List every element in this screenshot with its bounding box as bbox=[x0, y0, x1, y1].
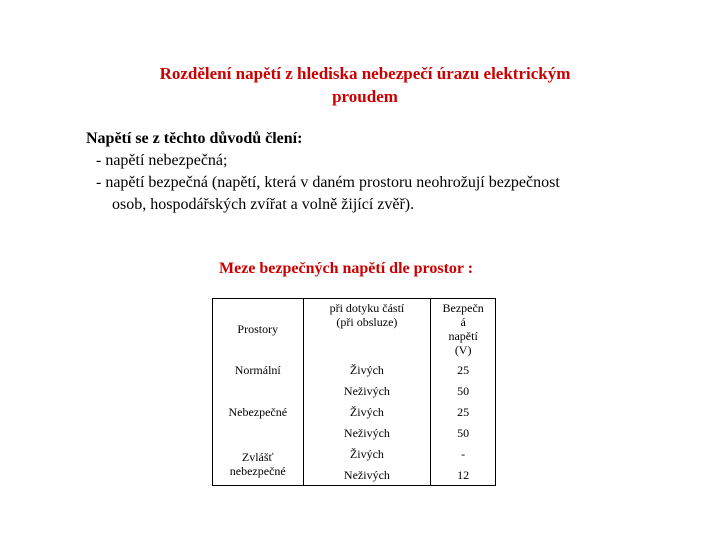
intro-bullet-dangerous: - napětí nebezpečná; bbox=[96, 152, 228, 169]
header-contact-line-2: (při obsluze) bbox=[336, 315, 398, 329]
space-cell bbox=[213, 443, 304, 486]
space-cell-line-1: Zvlášť bbox=[241, 450, 274, 464]
intro-lead: Napětí se z těchto důvodů člení: bbox=[86, 130, 303, 147]
space-cell: Nebezpečné bbox=[213, 401, 304, 422]
part-cell: Živých bbox=[303, 359, 431, 380]
voltage-cell: 50 bbox=[431, 380, 496, 401]
table-row bbox=[213, 422, 496, 443]
header-safe-voltage-line-3: napětí bbox=[448, 329, 478, 343]
slide-title bbox=[100, 62, 630, 108]
space-cell: Normální bbox=[213, 359, 304, 380]
table-row bbox=[213, 443, 496, 464]
space-cell-line-2: nebezpečné bbox=[229, 464, 286, 478]
part-cell: Živých bbox=[303, 401, 431, 422]
part-cell: Živých bbox=[303, 443, 431, 464]
header-contact-line-1: při dotyku částí bbox=[329, 301, 405, 315]
table-row bbox=[213, 359, 496, 380]
slide-title-line-2: proudem bbox=[332, 87, 398, 106]
header-safe-voltage-line-4: (V) bbox=[454, 343, 472, 357]
header-spaces bbox=[213, 299, 304, 360]
space-cell-empty bbox=[213, 422, 304, 443]
intro-bullet-safe-continuation: osob, hospodářských zvířat a volně žijící zvěř). bbox=[112, 196, 415, 213]
voltage-cell: 12 bbox=[431, 464, 496, 486]
header-safe-voltage-line-2: á bbox=[460, 315, 466, 329]
part-cell: Neživých bbox=[303, 380, 431, 401]
voltage-cell: 25 bbox=[431, 401, 496, 422]
table-bottom-edge-cell bbox=[213, 486, 304, 487]
intro-text bbox=[86, 128, 560, 216]
voltage-cell: - bbox=[431, 443, 496, 464]
header-contact bbox=[303, 299, 431, 360]
header-safe-voltage bbox=[431, 299, 496, 360]
table-header-row bbox=[213, 299, 496, 360]
part-cell: Neživých bbox=[303, 422, 431, 443]
table-row bbox=[213, 401, 496, 422]
part-cell: Neživých bbox=[303, 464, 431, 486]
table-row bbox=[213, 380, 496, 401]
header-safe-voltage-line-1: Bezpečn bbox=[442, 301, 484, 315]
header-spaces-label: Prostory bbox=[237, 322, 279, 336]
table-heading: Meze bezpečných napětí dle prostor : bbox=[219, 260, 474, 277]
safe-voltage-table bbox=[212, 298, 496, 486]
slide-title-line-1: Rozdělení napětí z hlediska nebezpečí úrazu elektrickým bbox=[159, 64, 571, 83]
intro-bullet-safe: - napětí bezpečná (napětí, která v daném prostoru neohrožují bezpečnost bbox=[96, 174, 560, 191]
table-bottom-edge-spacer bbox=[431, 486, 496, 487]
voltage-cell: 50 bbox=[431, 422, 496, 443]
table-bottom-edge-spacer bbox=[303, 486, 431, 487]
table-bottom-edge bbox=[213, 486, 496, 487]
voltage-cell: 25 bbox=[431, 359, 496, 380]
space-cell-empty bbox=[213, 380, 304, 401]
